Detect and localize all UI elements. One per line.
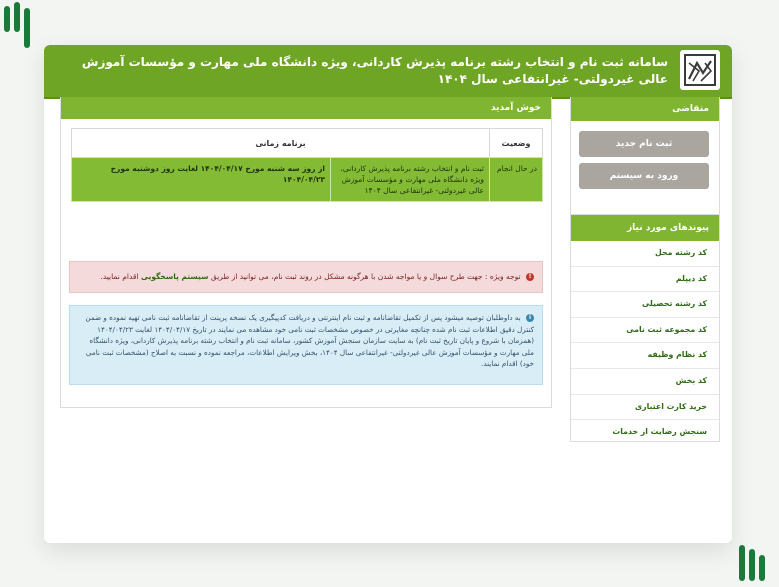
link-district-code[interactable]: کد بخش [571, 369, 719, 395]
links-panel [570, 214, 720, 442]
new-registration-button[interactable]: ثبت نام جدید [579, 131, 709, 157]
page-title: سامانه ثبت نام و انتخاب رشته برنامه پذیرش کاردانی، ویژه دانشگاه ملی مهارت و مؤسسات آموزش عالی غیردولتی- غیرانتفاعی سال ۱۴۰۴ [81, 55, 668, 86]
login-button[interactable]: ورود به سیستم [579, 163, 709, 189]
welcome-heading: خوش آمدید [61, 97, 551, 119]
link-military-service-code[interactable]: کد نظام وظیفه [571, 343, 719, 369]
info-alert [69, 305, 543, 385]
organization-logo-icon [680, 50, 720, 90]
schedule-column-header: برنامه زمانی [72, 129, 490, 158]
applicant-heading: متقاضی [571, 97, 719, 121]
support-system-link[interactable]: سیستم پاسخگویی [140, 272, 209, 281]
page-card [44, 45, 732, 543]
link-diploma-code[interactable]: کد دیپلم [571, 267, 719, 293]
warning-alert [69, 261, 543, 293]
table-header-row [72, 129, 543, 158]
warning-text: توجه ویژه : جهت طرح سوال و یا مواجه شدن با هرگونه مشکل در روند ثبت نام، می توانید از طریق [210, 272, 521, 281]
warning-icon: ! [526, 273, 534, 281]
row-title: ثبت نام و انتخاب رشته برنامه پذیرش کاردانی، ویژه دانشگاه ملی مهارت و مؤسسات آموزش عالی غیردولتی- غیرانتفاعی سال ۱۴۰۴ [331, 158, 490, 202]
row-status: در حال انجام [490, 158, 543, 202]
top-left-decoration [4, 2, 30, 48]
link-major-code[interactable]: کد رشته تحصیلی [571, 292, 719, 318]
page-header [44, 45, 732, 99]
status-column-header: وضعیت [490, 129, 543, 158]
table-row [72, 158, 543, 202]
row-time-range: از روز سه شنبه مورخ ۱۴۰۴/۰۴/۱۷ لغایت روز دوشنبه مورخ ۱۴۰۴/۰۴/۲۳ [72, 158, 331, 202]
link-buy-credit-card[interactable]: خرید کارت اعتباری [571, 395, 719, 421]
schedule-table [71, 128, 543, 202]
links-heading: پیوندهای مورد نیاز [571, 215, 719, 241]
welcome-panel [60, 97, 552, 408]
link-satisfaction-survey[interactable]: سنجش رضایت از خدمات [612, 427, 707, 437]
bottom-right-decoration [739, 545, 765, 581]
info-icon: i [526, 314, 534, 322]
link-registration-group-code[interactable]: کد مجموعه ثبت نامی [571, 318, 719, 344]
warning-suffix: اقدام نمایید. [100, 272, 139, 281]
link-field-code[interactable]: کد رشته محل [571, 241, 719, 267]
info-text: به داوطلبان توصیه میشود پس از تکمیل تقاضانامه و ثبت نام اینترنتی و دریافت کدپیگیری یک نسخه پرینت از تقاضانامه ثبت نامی تهیه نموده و ضمن کنترل دقیق اطلاعات ثبت نام شده چنانچه مغایرتی در خصوص مشخصات ثبت نامی خود مشاهده می نمایند در تاریخ ۱۴۰۴/۰۴/۱۷ لغایت ۱۴۰۴/۰۴/۲۳ (همزمان با شروع و پایان تاریخ ثبت نام) به سایت سازمان سنجش آموزش کشور، سامانه ثبت نام و انتخاب رشته برنامه پذیرش کاردانی، ویژه دانشگاه ملی مهارت و مؤسسات آموزش عالی غیردولتی- غیرانتفاعی سال ۱۴۰۴، بخش ویرایش اطلاعات، مراجعه نموده و نسبت به اصلاح (مشخصات ثبت نامی خود) اقدام نمایند. [85, 313, 534, 368]
